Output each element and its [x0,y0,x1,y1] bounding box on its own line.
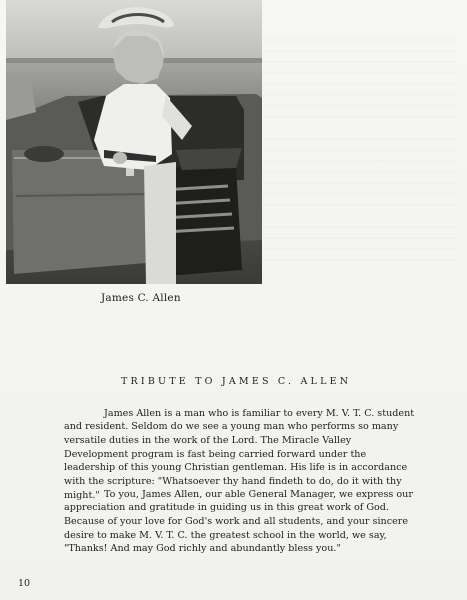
photo-caption: James C. Allen [101,292,181,304]
tribute-paragraph-2: To you, James Allen, our able General Manager, we express our appreciation and gratitude in guiding us in this great work of God. Because of your love for God's work and all students, and your sincere desire to make M. V. T. C. the greatest school in the world, we say, "Thanks! And may God richly and abundantly bless you." [64,488,413,555]
page-number: 10 [18,578,31,589]
show-through-text [262,30,457,270]
portrait-photo [6,0,262,284]
tribute-paragraph-1: James Allen is a man who is familiar to every M. V. T. C. student and resident. Seldom do we see a young man who performs so many versatile duties in the work of the Lord. The Miracle Valley Development program is fast being carried forward under the leadership of this young Christian gentleman. His life is in accordance with the scripture: "Whatsoever thy hand findeth to do, do it with thy might." [64,407,415,501]
tribute-title: TRIBUTE TO JAMES C. ALLEN [121,376,352,387]
